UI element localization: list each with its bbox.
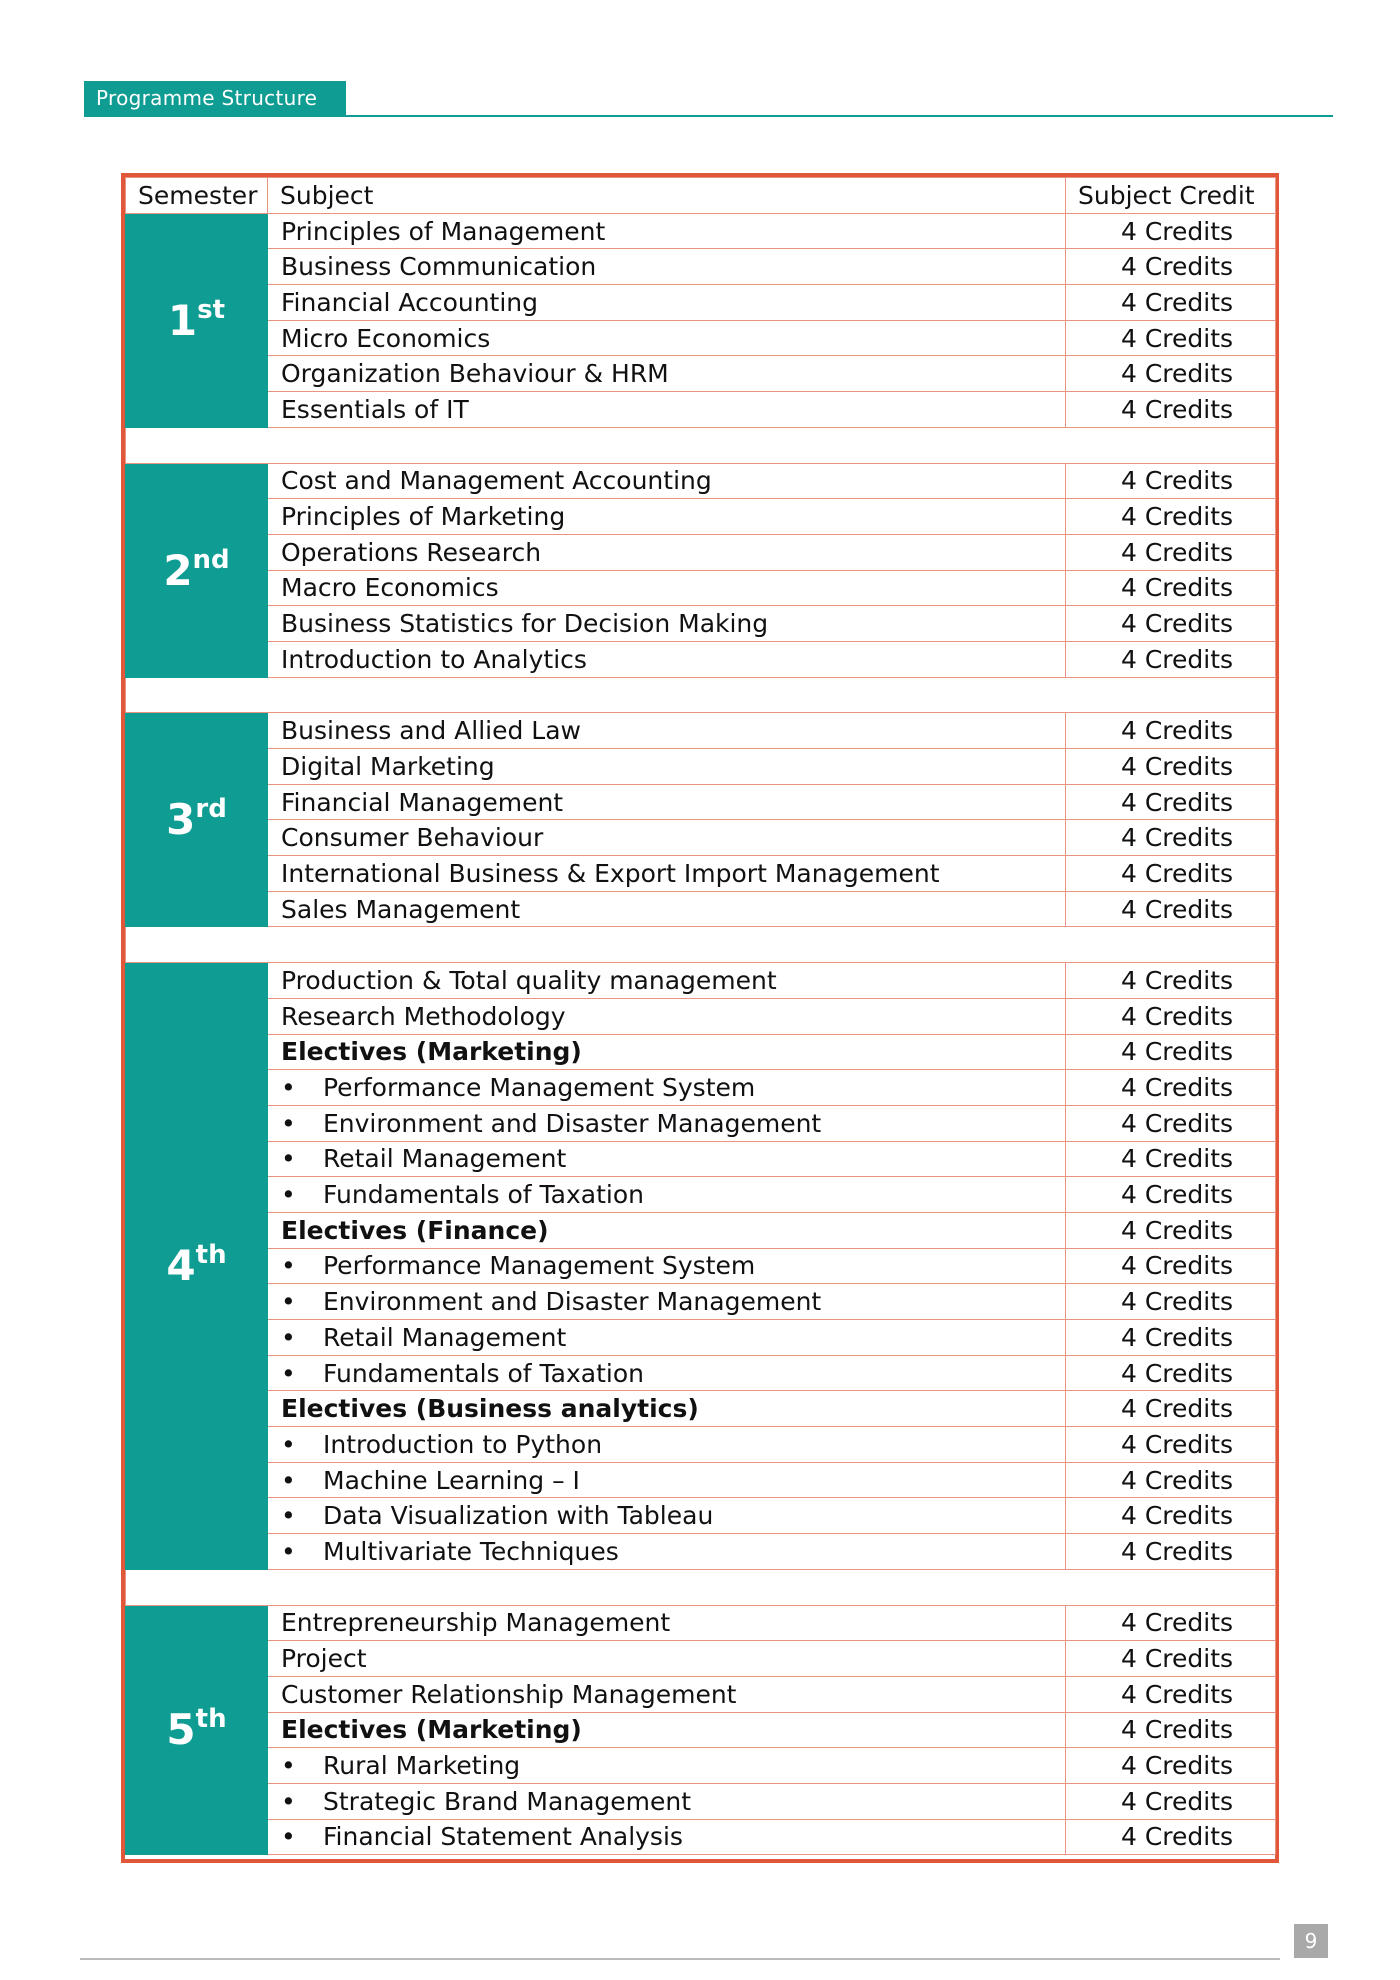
elective-group-heading: Electives (Business analytics) [281,1394,699,1424]
credit-cell: 4 Credits [1066,820,1276,856]
subject-cell [268,891,1066,927]
credit-cell: 4 Credits [1066,1284,1276,1320]
subject-name: International Business & Export Import Management [281,858,940,888]
semester-number: 1 [167,295,198,345]
bullet-icon: • [281,1822,296,1852]
credit-cell: 4 Credits [1066,1676,1276,1712]
footer-divider [80,1958,1280,1960]
credit-cell: 4 Credits [1066,1498,1276,1534]
spacer-cell [126,927,1276,963]
subject-cell [268,1783,1066,1819]
table-row [126,606,1276,642]
credit-cell: 4 Credits [1066,749,1276,785]
subject-cell [268,1141,1066,1177]
credit-cell: 4 Credits [1066,606,1276,642]
credit-cell: 4 Credits [1066,285,1276,321]
table-row [126,1248,1276,1284]
table-row [126,641,1276,677]
semester-ordinal-suffix: st [197,294,226,325]
subject-name: Multivariate Techniques [323,1536,619,1566]
subject-name: Customer Relationship Management [281,1679,737,1709]
bullet-icon: • [281,1144,296,1174]
subject-cell [268,856,1066,892]
subject-cell [268,213,1066,249]
subject-name: Financial Accounting [281,287,539,317]
subject-cell [268,1498,1066,1534]
table-row [126,1391,1276,1427]
table-row [126,963,1276,999]
table-row [126,1105,1276,1141]
bullet-icon: • [281,1465,296,1495]
subject-cell [268,534,1066,570]
subject-name: Financial Management [281,787,564,817]
subject-cell [268,1034,1066,1070]
table-row [126,820,1276,856]
subject-name: Organization Behaviour & HRM [281,359,669,389]
subject-cell [268,1105,1066,1141]
subject-name: Research Methodology [281,1001,566,1031]
credit-cell: 4 Credits [1066,713,1276,749]
subject-cell [268,606,1066,642]
table-row [126,213,1276,249]
table-row [126,1320,1276,1356]
column-header-semester: Semester [126,178,268,214]
credit-cell: 4 Credits [1066,1141,1276,1177]
subject-name: Environment and Disaster Management [323,1287,822,1317]
subject-name: Retail Management [323,1322,567,1352]
table-row [126,1212,1276,1248]
table-row [126,856,1276,892]
credit-cell: 4 Credits [1066,1534,1276,1570]
table-row [126,713,1276,749]
table-row [126,891,1276,927]
column-header-subject: Subject [268,178,1066,214]
credit-cell: 4 Credits [1066,1391,1276,1427]
subject-cell [268,1427,1066,1463]
bullet-icon: • [281,1180,296,1210]
semester-ordinal-suffix: nd [192,544,230,575]
credit-cell: 4 Credits [1066,392,1276,428]
subject-cell [268,749,1066,785]
subject-name: Retail Management [323,1144,567,1174]
bullet-icon: • [281,1358,296,1388]
semester-number: 5 [166,1705,196,1755]
spacer-cell [126,677,1276,713]
subject-name: Sales Management [281,894,521,924]
semester-label [126,1605,268,1855]
credit-cell: 4 Credits [1066,1105,1276,1141]
subject-name: Consumer Behaviour [281,823,544,853]
table-row [126,1034,1276,1070]
table-row [126,1641,1276,1677]
credit-cell: 4 Credits [1066,1212,1276,1248]
credit-cell: 4 Credits [1066,891,1276,927]
table-row [126,1070,1276,1106]
bullet-icon: • [281,1251,296,1281]
subject-name: Business Communication [281,252,597,282]
table-row [126,1819,1276,1855]
subject-cell [268,1534,1066,1570]
credit-cell: 4 Credits [1066,1427,1276,1463]
credit-cell: 4 Credits [1066,1462,1276,1498]
subject-cell [268,1819,1066,1855]
table-row [126,1141,1276,1177]
credit-cell: 4 Credits [1066,1783,1276,1819]
subject-name: Digital Marketing [281,751,495,781]
credit-cell: 4 Credits [1066,1712,1276,1748]
subject-cell [268,1284,1066,1320]
semester-ordinal-suffix: th [195,1240,227,1271]
credit-cell: 4 Credits [1066,213,1276,249]
column-header-credit: Subject Credit [1066,178,1276,214]
subject-cell [268,820,1066,856]
table-header-row [126,178,1276,214]
semester-ordinal-suffix: rd [195,794,227,825]
credit-cell: 4 Credits [1066,784,1276,820]
bullet-icon: • [281,1108,296,1138]
credit-cell: 4 Credits [1066,1819,1276,1855]
table-row [126,1427,1276,1463]
credit-cell: 4 Credits [1066,641,1276,677]
subject-name: Principles of Marketing [281,502,566,532]
subject-name: Essentials of IT [281,394,469,424]
semester-label [126,463,268,677]
subject-name: Macro Economics [281,573,499,603]
subject-name: Production & Total quality management [281,965,777,995]
credit-cell: 4 Credits [1066,1355,1276,1391]
credit-cell: 4 Credits [1066,1320,1276,1356]
elective-group-heading: Electives (Marketing) [281,1037,582,1067]
semester-ordinal-suffix: th [195,1704,227,1735]
credit-cell: 4 Credits [1066,1605,1276,1641]
subject-cell [268,463,1066,499]
credit-cell: 4 Credits [1066,1070,1276,1106]
credit-cell: 4 Credits [1066,998,1276,1034]
subject-cell [268,784,1066,820]
semester-spacer-row [126,677,1276,713]
table-row [126,1783,1276,1819]
subject-name: Machine Learning – I [323,1465,580,1495]
subject-cell [268,1462,1066,1498]
subject-cell [268,1177,1066,1213]
subject-cell [268,1355,1066,1391]
credit-cell: 4 Credits [1066,356,1276,392]
table-row [126,499,1276,535]
credit-cell: 4 Credits [1066,1177,1276,1213]
subject-name: Strategic Brand Management [323,1786,692,1816]
subject-name: Business and Allied Law [281,716,581,746]
table-row [126,1676,1276,1712]
semester-number: 2 [163,545,193,595]
credit-cell: 4 Credits [1066,1641,1276,1677]
credit-cell: 4 Credits [1066,320,1276,356]
table-row [126,1748,1276,1784]
credit-cell: 4 Credits [1066,963,1276,999]
page-number: 9 [1294,1924,1328,1958]
subject-cell [268,499,1066,535]
subject-cell [268,1641,1066,1677]
credit-cell: 4 Credits [1066,1248,1276,1284]
table-row [126,1355,1276,1391]
subject-cell [268,249,1066,285]
bullet-icon: • [281,1536,296,1566]
subject-cell [268,713,1066,749]
subject-name: Cost and Management Accounting [281,466,712,496]
subject-cell [268,392,1066,428]
subject-name: Rural Marketing [323,1751,521,1781]
table-row [126,392,1276,428]
subject-name: Micro Economics [281,323,491,353]
credit-cell: 4 Credits [1066,856,1276,892]
subject-name: Performance Management System [323,1073,756,1103]
bullet-icon: • [281,1751,296,1781]
subject-cell [268,1212,1066,1248]
table-row [126,998,1276,1034]
subject-cell [268,641,1066,677]
table-row [126,249,1276,285]
semester-spacer-row [126,427,1276,463]
credit-cell: 4 Credits [1066,1748,1276,1784]
subject-cell [268,1391,1066,1427]
table-row [126,1712,1276,1748]
table-row [126,356,1276,392]
spacer-cell [126,1569,1276,1605]
table-row [126,784,1276,820]
section-title: Programme Structure [84,81,346,115]
subject-name: Fundamentals of Taxation [323,1358,645,1388]
subject-cell [268,1320,1066,1356]
elective-group-heading: Electives (Finance) [281,1215,549,1245]
subject-cell [268,356,1066,392]
subject-cell [268,1676,1066,1712]
subject-name: Introduction to Analytics [281,644,587,674]
semester-number: 4 [166,1241,196,1291]
table-row [126,285,1276,321]
spacer-cell [126,427,1276,463]
subject-name: Entrepreneurship Management [281,1608,671,1638]
table-row [126,1605,1276,1641]
subject-name: Project [281,1644,367,1674]
table-row [126,1498,1276,1534]
subject-cell [268,963,1066,999]
bullet-icon: • [281,1073,296,1103]
programme-table [121,173,1279,1863]
bullet-icon: • [281,1322,296,1352]
subject-name: Financial Statement Analysis [323,1822,683,1852]
semester-number: 3 [166,795,196,845]
credit-cell: 4 Credits [1066,463,1276,499]
semester-spacer-row [126,1569,1276,1605]
subject-cell [268,320,1066,356]
subject-cell [268,1748,1066,1784]
subject-name: Fundamentals of Taxation [323,1180,645,1210]
table-row [126,1534,1276,1570]
semester-label [126,213,268,427]
table-row [126,1284,1276,1320]
credit-cell: 4 Credits [1066,570,1276,606]
semester-label [126,713,268,927]
subject-name: Introduction to Python [323,1429,603,1459]
subject-cell [268,998,1066,1034]
credit-cell: 4 Credits [1066,249,1276,285]
subject-name: Business Statistics for Decision Making [281,609,769,639]
header-divider [84,115,1333,117]
table-row [126,320,1276,356]
subject-cell [268,1070,1066,1106]
credit-cell: 4 Credits [1066,499,1276,535]
subject-name: Principles of Management [281,216,606,246]
subject-name: Performance Management System [323,1251,756,1281]
subject-cell [268,1712,1066,1748]
subject-cell [268,1605,1066,1641]
elective-group-heading: Electives (Marketing) [281,1715,582,1745]
bullet-icon: • [281,1429,296,1459]
credit-cell: 4 Credits [1066,1034,1276,1070]
subject-cell [268,285,1066,321]
subject-name: Data Visualization with Tableau [323,1501,714,1531]
subject-cell [268,570,1066,606]
subject-name: Environment and Disaster Management [323,1108,822,1138]
bullet-icon: • [281,1287,296,1317]
bullet-icon: • [281,1786,296,1816]
subject-name: Operations Research [281,537,542,567]
semester-label [126,963,268,1570]
table-row [126,1462,1276,1498]
table-row [126,463,1276,499]
table-row [126,1177,1276,1213]
subject-cell [268,1248,1066,1284]
table-row [126,749,1276,785]
credit-cell: 4 Credits [1066,534,1276,570]
bullet-icon: • [281,1501,296,1531]
semester-spacer-row [126,927,1276,963]
table-row [126,570,1276,606]
table-row [126,534,1276,570]
